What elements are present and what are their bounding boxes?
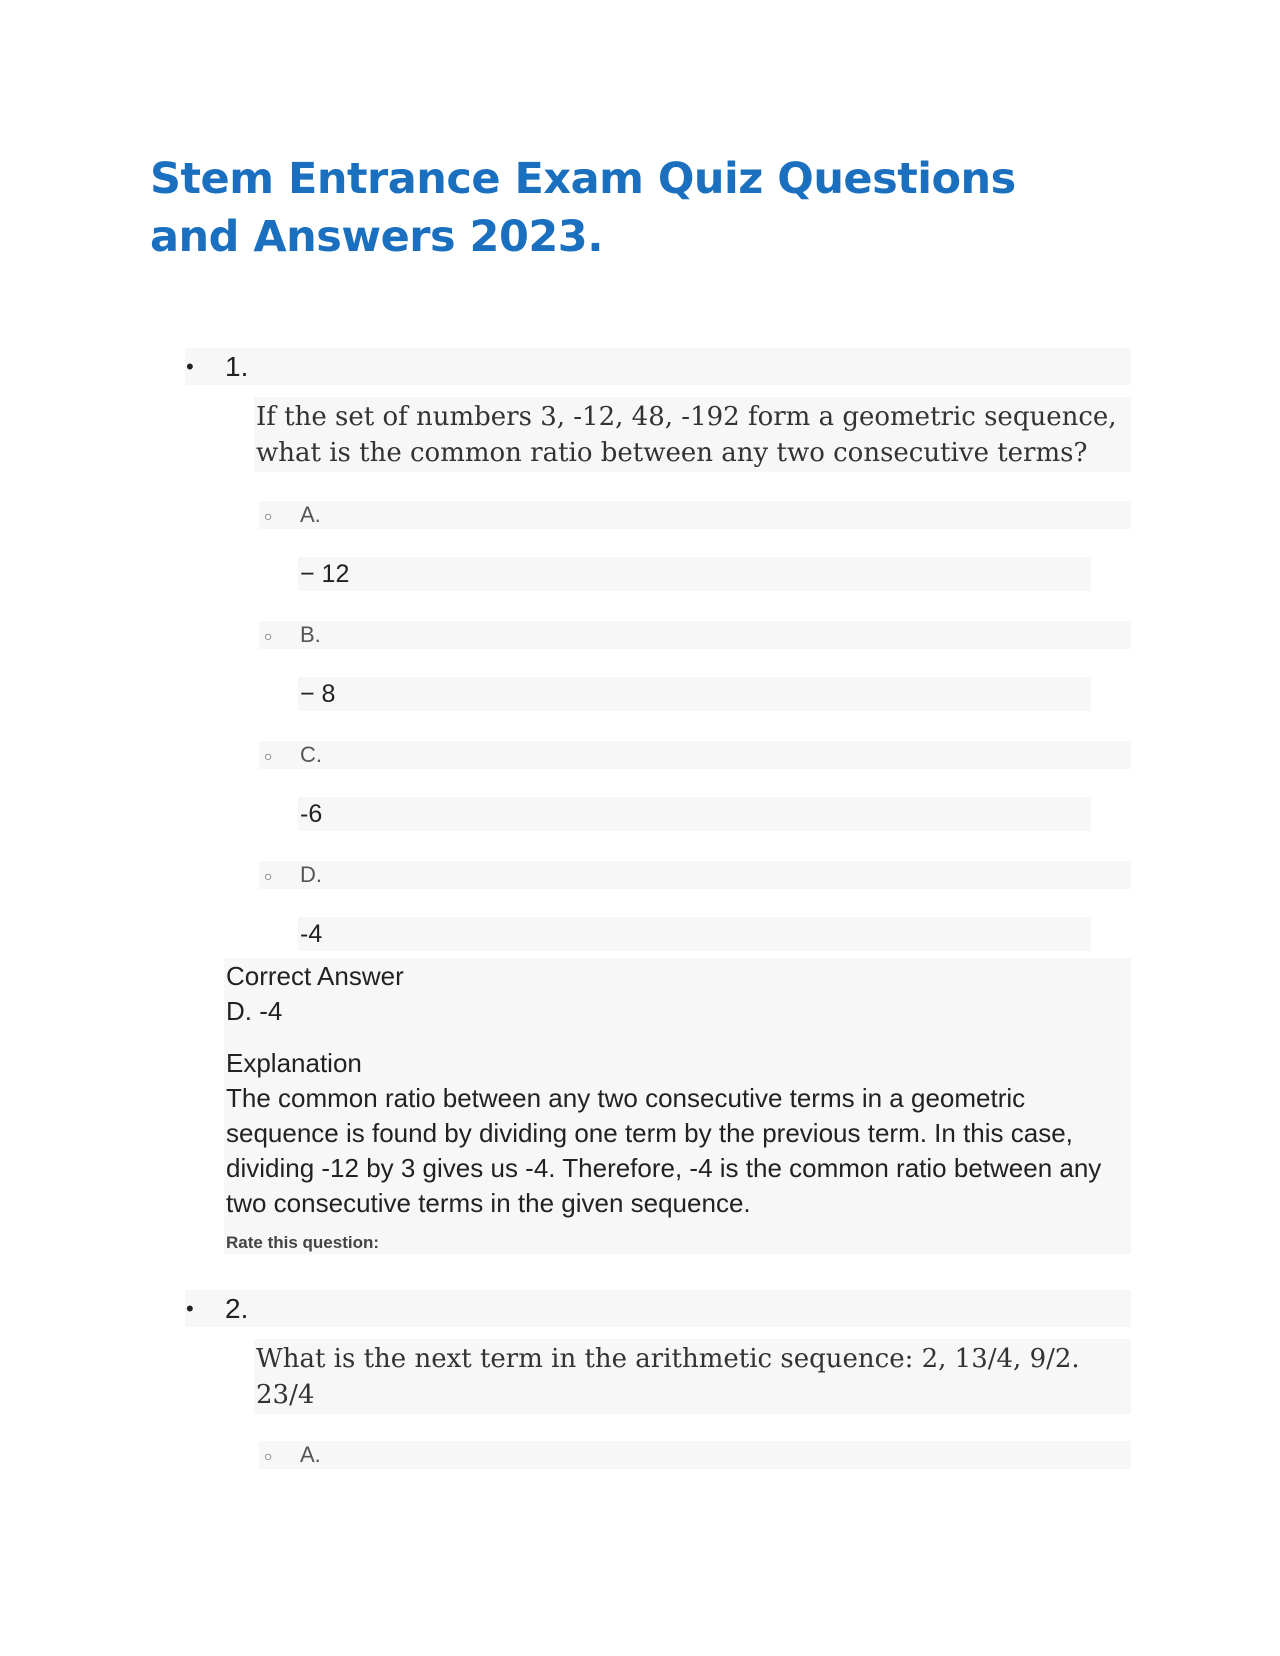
explanation-text: The common ratio between any two consecutive terms in a geometric sequence is found by dividing one term by the previous term. In this case, dividing -12 by 3 gives us -4. Therefore, -4 is the common ratio between any two consecutive terms in the given sequence. bbox=[226, 1083, 1102, 1218]
option-letter: A. bbox=[300, 1442, 321, 1467]
option-value-bg bbox=[298, 797, 1091, 831]
option-bullet-icon: ○ bbox=[264, 748, 273, 764]
option-letter: B. bbox=[300, 622, 321, 647]
question-text: If the set of numbers 3, -12, 48, -192 form a geometric sequence, what is the common ratio between any two consecutive terms? bbox=[256, 402, 1117, 468]
question-bullet: • bbox=[186, 1296, 194, 1321]
option-value: − 12 bbox=[300, 560, 350, 588]
option-value: -4 bbox=[300, 920, 323, 948]
option-letter: C. bbox=[300, 742, 322, 767]
option-value: − 8 bbox=[300, 680, 336, 708]
option-bullet-icon: ○ bbox=[264, 868, 273, 884]
rate-question-label[interactable]: Rate this question: bbox=[226, 1233, 380, 1252]
correct-answer-value: D. -4 bbox=[226, 996, 283, 1026]
option-letter: A. bbox=[300, 502, 321, 527]
correct-answer-label: Correct Answer bbox=[226, 961, 404, 991]
option-bullet-icon: ○ bbox=[264, 508, 273, 524]
question-header-bg bbox=[185, 348, 1131, 385]
question-text: What is the next term in the arithmetic sequence: 2, 13/4, 9/2. 23/4 bbox=[256, 1344, 1080, 1410]
option-value-bg bbox=[298, 917, 1091, 951]
option-label-bg bbox=[259, 621, 1131, 649]
option-label-bg bbox=[259, 861, 1131, 889]
option-value-bg bbox=[298, 557, 1091, 591]
question-number: 1. bbox=[225, 351, 249, 382]
option-bullet-icon: ○ bbox=[264, 628, 273, 644]
option-value-bg bbox=[298, 677, 1091, 711]
option-label-bg bbox=[259, 741, 1131, 769]
option-label-bg bbox=[259, 1441, 1131, 1469]
option-bullet-icon: ○ bbox=[264, 1448, 273, 1464]
question-number: 2. bbox=[225, 1293, 249, 1324]
question-bullet: • bbox=[186, 354, 194, 379]
question-header-bg bbox=[185, 1290, 1131, 1327]
option-label-bg bbox=[259, 501, 1131, 529]
option-letter: D. bbox=[300, 862, 322, 887]
page-title: Stem Entrance Exam Quiz Questions and Answers 2023. bbox=[150, 154, 1016, 262]
explanation-label: Explanation bbox=[226, 1048, 362, 1078]
option-value: -6 bbox=[300, 800, 323, 828]
